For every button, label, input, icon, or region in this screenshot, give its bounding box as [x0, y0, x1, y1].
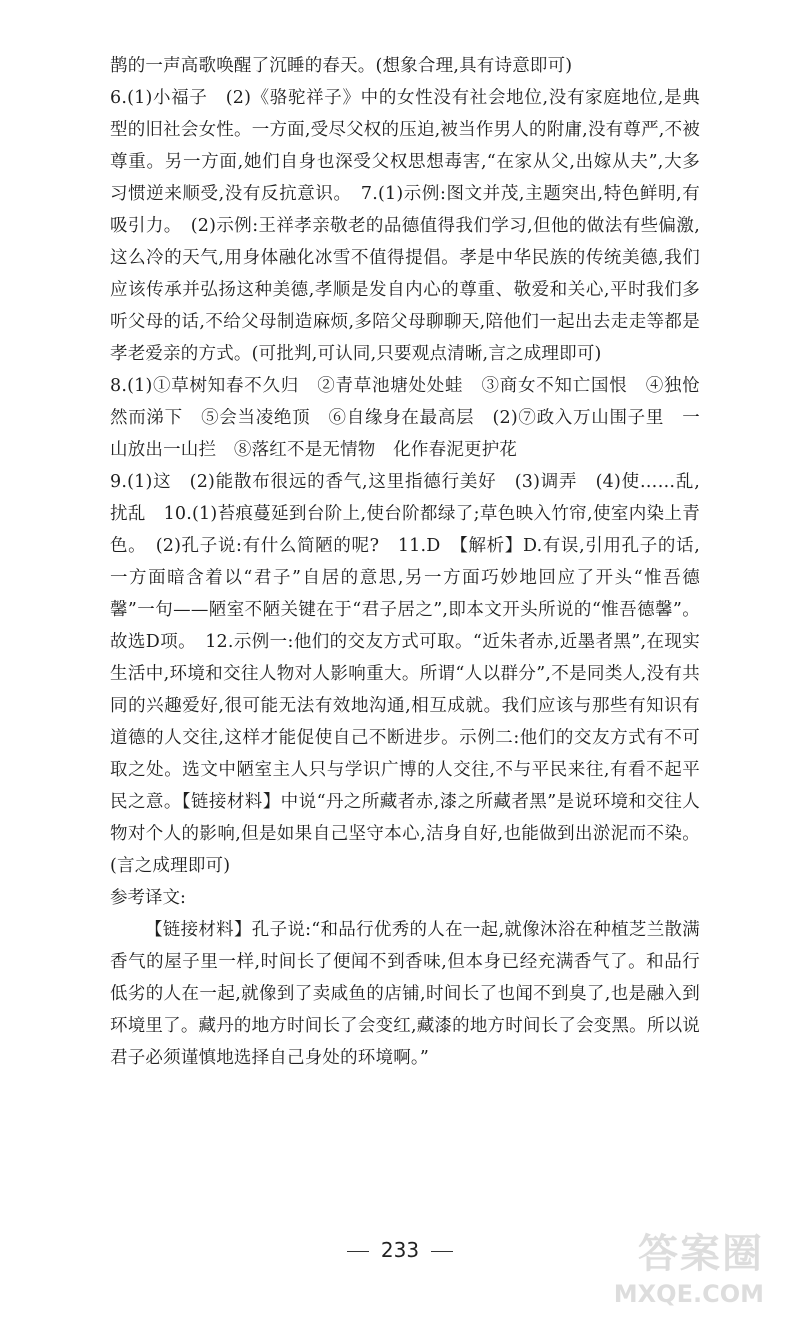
footer-dash-left — [347, 1251, 369, 1253]
watermark-logo — [594, 1222, 764, 1318]
watermark-top-text: 答案圈 — [638, 1231, 764, 1277]
translation-label: 参考译文: — [110, 888, 186, 908]
answer-paragraph-2: 6.(1)小福子 (2)《骆驼祥子》中的女性没有社会地位,没有家庭地位,是典型的旧社会女性。一方面,受尽父权的压迫,被当作男人的附庸,没有尊严,不被尊重。另一方面,她们自身也深受父权思想毒害,“在家从父,出嫁从夫”,大多习惯逆来顺受,没有反抗意识。 7.(1)示例:图文并茂,主题突出,特色鲜明,有吸引力。 (2)示例:王祥孝亲敬老的品德值得我们学习,但他的做法有些偏激,这么冷的天气,用身体融化冰雪不值得提倡。孝是中华民族的传统美德,我们应该传承并弘扬这种美德,孝顺是发自内心的尊重、敬爱和关心,平时我们多听父母的话,不给父母制造麻烦,多陪父母聊聊天,陪他们一起出去走走等都是孝老爱亲的方式。(可批判,可认同,只要观点清晰,言之成理即可) — [110, 88, 700, 364]
watermark-bottom-text: MXQE.COM — [613, 1280, 764, 1308]
footer-dash-right — [431, 1251, 453, 1253]
page-number: 233 — [380, 1238, 420, 1262]
translation-text: 【链接材料】孔子说:“和品行优秀的人在一起,就像沐浴在种植芝兰散满香气的屋子里一样,时间长了便闻不到香味,但本身已经充满香气了。和品行低劣的人在一起,就像到了卖咸鱼的店铺,时间长了也闻不到臭了,也是融入到环境里了。藏丹的地方时间长了会变红,藏漆的地方时间长了会变黑。所以说君子必须谨慎地选择自己身处的环境啊。” — [110, 920, 700, 1068]
answer-page — [110, 50, 700, 1074]
answer-paragraph-3: 8.(1)①草树知春不久归 ②青草池塘处处蛙 ③商女不知亡国恨 ④独怆然而涕下 ⑤会当凌绝顶 ⑥自缘身在最高层 (2)⑦政入万山围子里 一山放出一山拦 ⑧落红不是无情物 化作春泥更护花 — [110, 376, 700, 460]
answer-paragraph-1: 鹊的一声高歌唤醒了沉睡的春天。(想象合理,具有诗意即可) — [110, 56, 573, 76]
answer-paragraph-4: 9.(1)这 (2)能散布很远的香气,这里指德行美好 (3)调弄 (4)使……乱,扰乱 10.(1)苔痕蔓延到台阶上,使台阶都绿了;草色映入竹帘,使室内染上青色。 (2)孔子说:有什么简陋的呢? 11.D 【解析】D.有误,引用孔子的话,一方面暗含着以“君子”自居的意思,另一方面巧妙地回应了开头“惟吾德馨”一句——陋室不陋关键在于“君子居之”,即本文开头所说的“惟吾德馨”。故选D项。 12.示例一:他们的交友方式可取。“近朱者赤,近墨者黑”,在现实生活中,环境和交往人物对人影响重大。所谓“人以群分”,不是同类人,没有共同的兴趣爱好,很可能无法有效地沟通,相互成就。我们应该与那些有知识有道德的人交往,这样才能促使自己不断进步。示例二:他们的交友方式有不可取之处。选文中陋室主人只与学识广博的人交往,不与平民来往,有看不起平民之意。【链接材料】中说“丹之所藏者赤,漆之所藏者黑”是说环境和交往人物对个人的影响,但是如果自己坚守本心,洁身自好,也能做到出淤泥而不染。(言之成理即可) — [110, 472, 700, 876]
